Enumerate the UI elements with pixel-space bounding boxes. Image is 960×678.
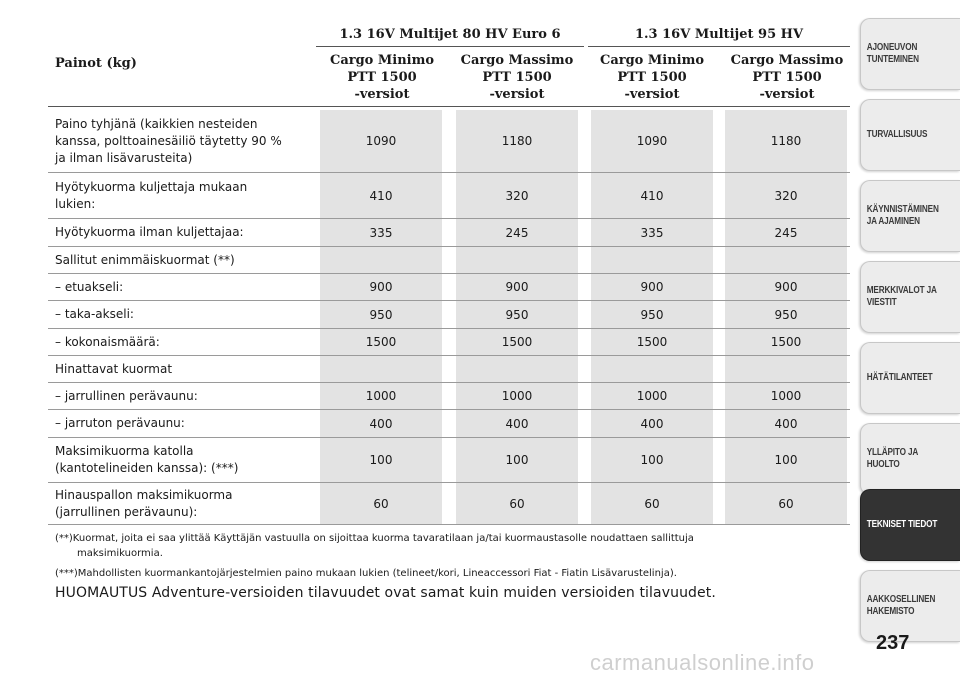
row-label: – jarruton perävaunu: <box>55 416 185 430</box>
value-cell: 60 <box>456 483 578 524</box>
row-label: Paino tyhjänä (kaikkien nesteiden kanssa, polttoainesäiliö täytetty 90 % ja ilman lisävarusteita) <box>55 116 282 165</box>
group-divider <box>588 46 850 47</box>
notice-text: HUOMAUTUS Adventure-versioiden tilavuudet ovat samat kuin muiden versioiden tilavuudet. <box>55 585 716 601</box>
value-cell: 950 <box>591 301 713 328</box>
watermark: carmanualsonline.info <box>590 650 815 675</box>
page-number: 237 <box>876 632 910 654</box>
table-row <box>48 356 850 383</box>
value-cell: 1500 <box>725 329 847 355</box>
value-cell <box>725 356 847 382</box>
table-row <box>48 274 850 301</box>
sidebar-tab-label: AAKKOSELLINEN HAKEMISTO <box>866 594 936 617</box>
value-cell: 900 <box>725 274 847 300</box>
value-cell <box>320 356 442 382</box>
sidebar-tab-label: AJONEUVON TUNTEMINEN <box>866 42 919 65</box>
sidebar-tab-1[interactable] <box>860 18 960 90</box>
column-header-4: Cargo Massimo PTT 1500 -versiot <box>730 53 844 102</box>
value-cell: 1500 <box>320 329 442 355</box>
value-cell: 900 <box>456 274 578 300</box>
value-cell: 1180 <box>456 110 578 172</box>
value-cell: 335 <box>591 219 713 246</box>
header-divider <box>48 106 850 107</box>
sidebar-tab-5[interactable] <box>860 342 960 414</box>
table-row <box>48 410 850 438</box>
table-row <box>48 438 850 483</box>
value-cell: 400 <box>725 410 847 437</box>
value-cell: 1500 <box>591 329 713 355</box>
value-cell: 400 <box>320 410 442 437</box>
sidebar-tab-7[interactable] <box>860 489 960 561</box>
row-label: – etuakseli: <box>55 279 124 294</box>
row-label: – jarrullinen perävaunu: <box>55 388 198 403</box>
value-cell: 1000 <box>591 383 713 409</box>
value-cell: 245 <box>725 219 847 246</box>
value-cell <box>456 356 578 382</box>
value-cell: 100 <box>591 438 713 482</box>
chapter-sidebar <box>860 18 960 658</box>
row-label: Maksimikuorma katolla (kantotelineiden kanssa): (***) <box>55 444 239 475</box>
value-cell <box>725 247 847 273</box>
weights-label: Painot (kg) <box>55 56 137 71</box>
sidebar-tab-2[interactable] <box>860 99 960 171</box>
table-row <box>48 383 850 410</box>
value-cell: 400 <box>456 410 578 437</box>
value-cell: 320 <box>725 173 847 218</box>
value-cell: 1000 <box>456 383 578 409</box>
value-cell: 60 <box>591 483 713 524</box>
row-label: Hinauspallon maksimikuorma (jarrullinen perävaunu): <box>55 487 233 519</box>
value-cell: 950 <box>456 301 578 328</box>
table-row <box>48 301 850 329</box>
value-cell: 1500 <box>456 329 578 355</box>
value-cell: 950 <box>725 301 847 328</box>
value-cell: 100 <box>456 438 578 482</box>
table-row <box>48 329 850 356</box>
value-cell <box>320 247 442 273</box>
footnote-loads-line2: maksimikuormia. <box>77 548 163 559</box>
value-cell: 400 <box>591 410 713 437</box>
value-cell: 1000 <box>725 383 847 409</box>
value-cell: 335 <box>320 219 442 246</box>
value-cell: 60 <box>320 483 442 524</box>
value-cell: 900 <box>320 274 442 300</box>
footnote-loads-line1: (**)Kuormat, joita ei saa ylittää Käyttäjän vastuulla on sijoittaa kuorma tavaratilaan ja/tai kuormaustasolle noudattaen sallittuja <box>55 533 694 544</box>
sidebar-tab-label: YLLÄPITO JA HUOLTO <box>866 447 918 470</box>
value-cell: 1180 <box>725 110 847 172</box>
group-header-80hv: 1.3 16V Multijet 80 HV Euro 6 <box>339 27 561 42</box>
row-label: – kokonaismäärä: <box>55 334 160 349</box>
sidebar-tab-label: TURVALLISUUS <box>866 129 928 140</box>
value-cell <box>456 247 578 273</box>
sidebar-tab-label: MERKKIVALOT JA VIESTIT <box>866 285 937 308</box>
value-cell: 60 <box>725 483 847 524</box>
value-cell: 950 <box>320 301 442 328</box>
row-label: Hinattavat kuormat <box>55 361 173 376</box>
group-divider <box>316 46 584 47</box>
footnote-roof-load: (***)Mahdollisten kuormankantojärjestelmien paino mukaan lukien (telineet/kori, Lineaccessori Fiat - Fiatin Lisävarustelinja). <box>55 568 677 579</box>
sidebar-tab-3[interactable] <box>860 180 960 252</box>
value-cell: 1000 <box>320 383 442 409</box>
sidebar-tab-6[interactable] <box>860 423 960 495</box>
column-header-3: Cargo Minimo PTT 1500 -versiot <box>599 53 705 102</box>
row-label: Sallitut enimmäiskuormat (**) <box>55 252 235 267</box>
sidebar-tab-label: KÄYNNISTÄMINEN JA AJAMINEN <box>866 204 939 227</box>
row-label: Hyötykuorma kuljettaja mukaan lukien: <box>55 179 248 211</box>
column-header-2: Cargo Massimo PTT 1500 -versiot <box>460 53 574 102</box>
group-header-95hv: 1.3 16V Multijet 95 HV <box>634 27 804 42</box>
table-row <box>48 247 850 274</box>
sidebar-tab-label: TEKNISET TIEDOT <box>866 519 938 530</box>
row-label: – taka-akseli: <box>55 307 134 321</box>
sidebar-tab-8[interactable] <box>860 570 960 642</box>
table-row <box>48 110 850 173</box>
table-row <box>48 219 850 247</box>
table-row <box>48 173 850 219</box>
value-cell: 100 <box>320 438 442 482</box>
value-cell: 1090 <box>320 110 442 172</box>
value-cell: 1090 <box>591 110 713 172</box>
value-cell: 410 <box>320 173 442 218</box>
value-cell: 410 <box>591 173 713 218</box>
value-cell: 245 <box>456 219 578 246</box>
value-cell: 100 <box>725 438 847 482</box>
footnote-loads <box>55 531 845 561</box>
value-cell <box>591 247 713 273</box>
column-header-1: Cargo Minimo PTT 1500 -versiot <box>329 53 435 102</box>
sidebar-tab-label: HÄTÄTILANTEET <box>866 372 933 383</box>
sidebar-tab-4[interactable] <box>860 261 960 333</box>
row-label: Hyötykuorma ilman kuljettajaa: <box>55 225 244 239</box>
value-cell <box>591 356 713 382</box>
value-cell: 320 <box>456 173 578 218</box>
value-cell: 900 <box>591 274 713 300</box>
table-row <box>48 483 850 525</box>
